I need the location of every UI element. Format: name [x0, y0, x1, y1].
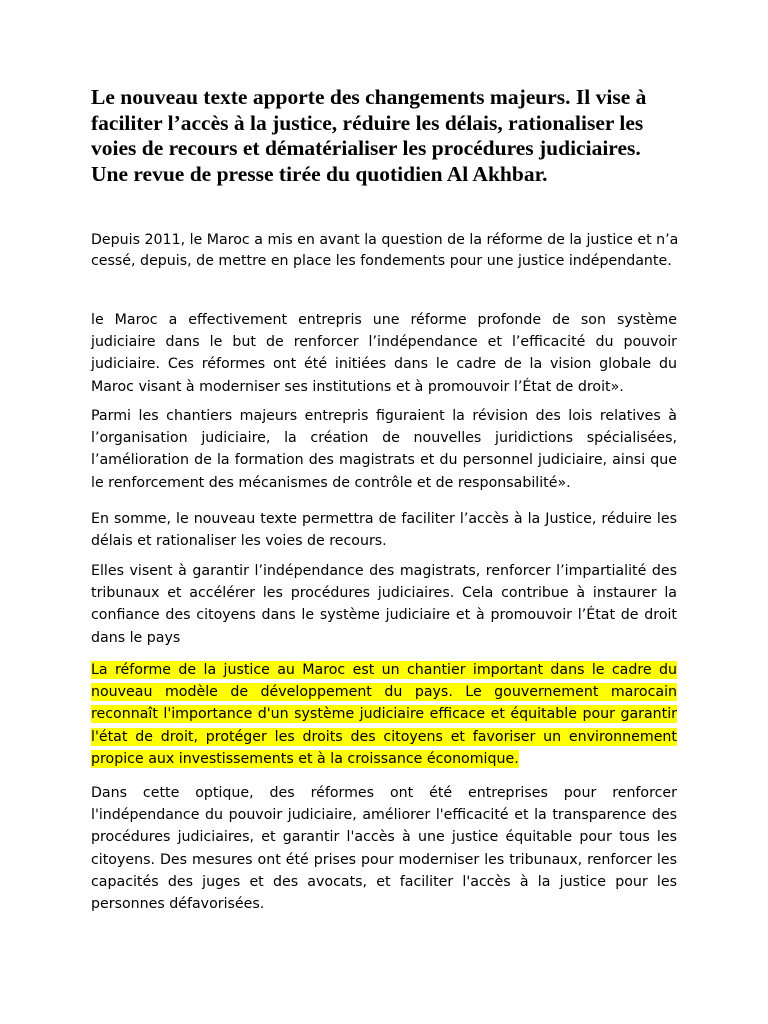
paragraph-intro: Depuis 2011, le Maroc a mis en avant la question de la réforme de la justice et n’a cessé, depuis, de mettre en place les fondements pour une justice indépendante.: [91, 232, 679, 269]
paragraph-highlighted: [91, 659, 677, 770]
paragraph-measures: Dans cette optique, des réformes ont été entreprises pour renforcer l'indépendance du pouvoir judiciaire, améliorer l'efficacité et la transparence des procédures judiciaires, et garantir l'accès à une justice équitable pour tous les citoyens. Des mesures ont été prises pour moderniser les tribunaux, renforcer les capacités des juges et des avocats, et faciliter l'accès à la justice pour les personnes défavorisées.: [91, 785, 677, 913]
paragraph-projects: Parmi les chantiers majeurs entrepris figuraient la révision des lois relatives à l’organisation judiciaire, la création de nouvelles juridictions spécialisées, l’amélioration de la formation des magistrats et du personnel judiciaire, ainsi que le renforcement des mécanismes de contrôle et de responsabilité».: [91, 408, 677, 491]
article-headline: Le nouveau texte apporte des changements majeurs. Il vise à faciliter l’accès à la justice, réduire les délais, rationaliser les voies de recours et dématérialiser les procédures judiciaires. Une revue de presse tirée du quotidien Al Akhbar.: [91, 85, 647, 186]
paragraph-summary: En somme, le nouveau texte permettra de faciliter l’accès à la Justice, réduire les délais et rationaliser les voies de recours.: [91, 511, 677, 550]
highlighted-text: La réforme de la justice au Maroc est un chantier important dans le cadre du nouveau modèle de développement du pays. Le gouvernement marocain reconnaît l'importance d'un système judiciaire efficace et équitable pour garantir l'état de droit, protéger les droits des citoyens et favoriser un environnement propice aux investissements et à la croissance économique.: [91, 662, 677, 767]
paragraph-goals: Elles visent à garantir l’indépendance des magistrats, renforcer l’impartialité des tribunaux et accélérer les procédures judiciaires. Cela contribue à instaurer la confiance des citoyens dans le système judiciaire et à promouvoir l’État de droit dans le pays: [91, 563, 677, 646]
paragraph-reform: le Maroc a effectivement entrepris une réforme profonde de son système judiciaire dans le but de renforcer l’indépendance et l’efficacité du pouvoir judiciaire. Ces réformes ont été initiées dans le cadre de la vision globale du Maroc visant à moderniser ses institutions et à promouvoir l’État de droit».: [91, 312, 677, 395]
